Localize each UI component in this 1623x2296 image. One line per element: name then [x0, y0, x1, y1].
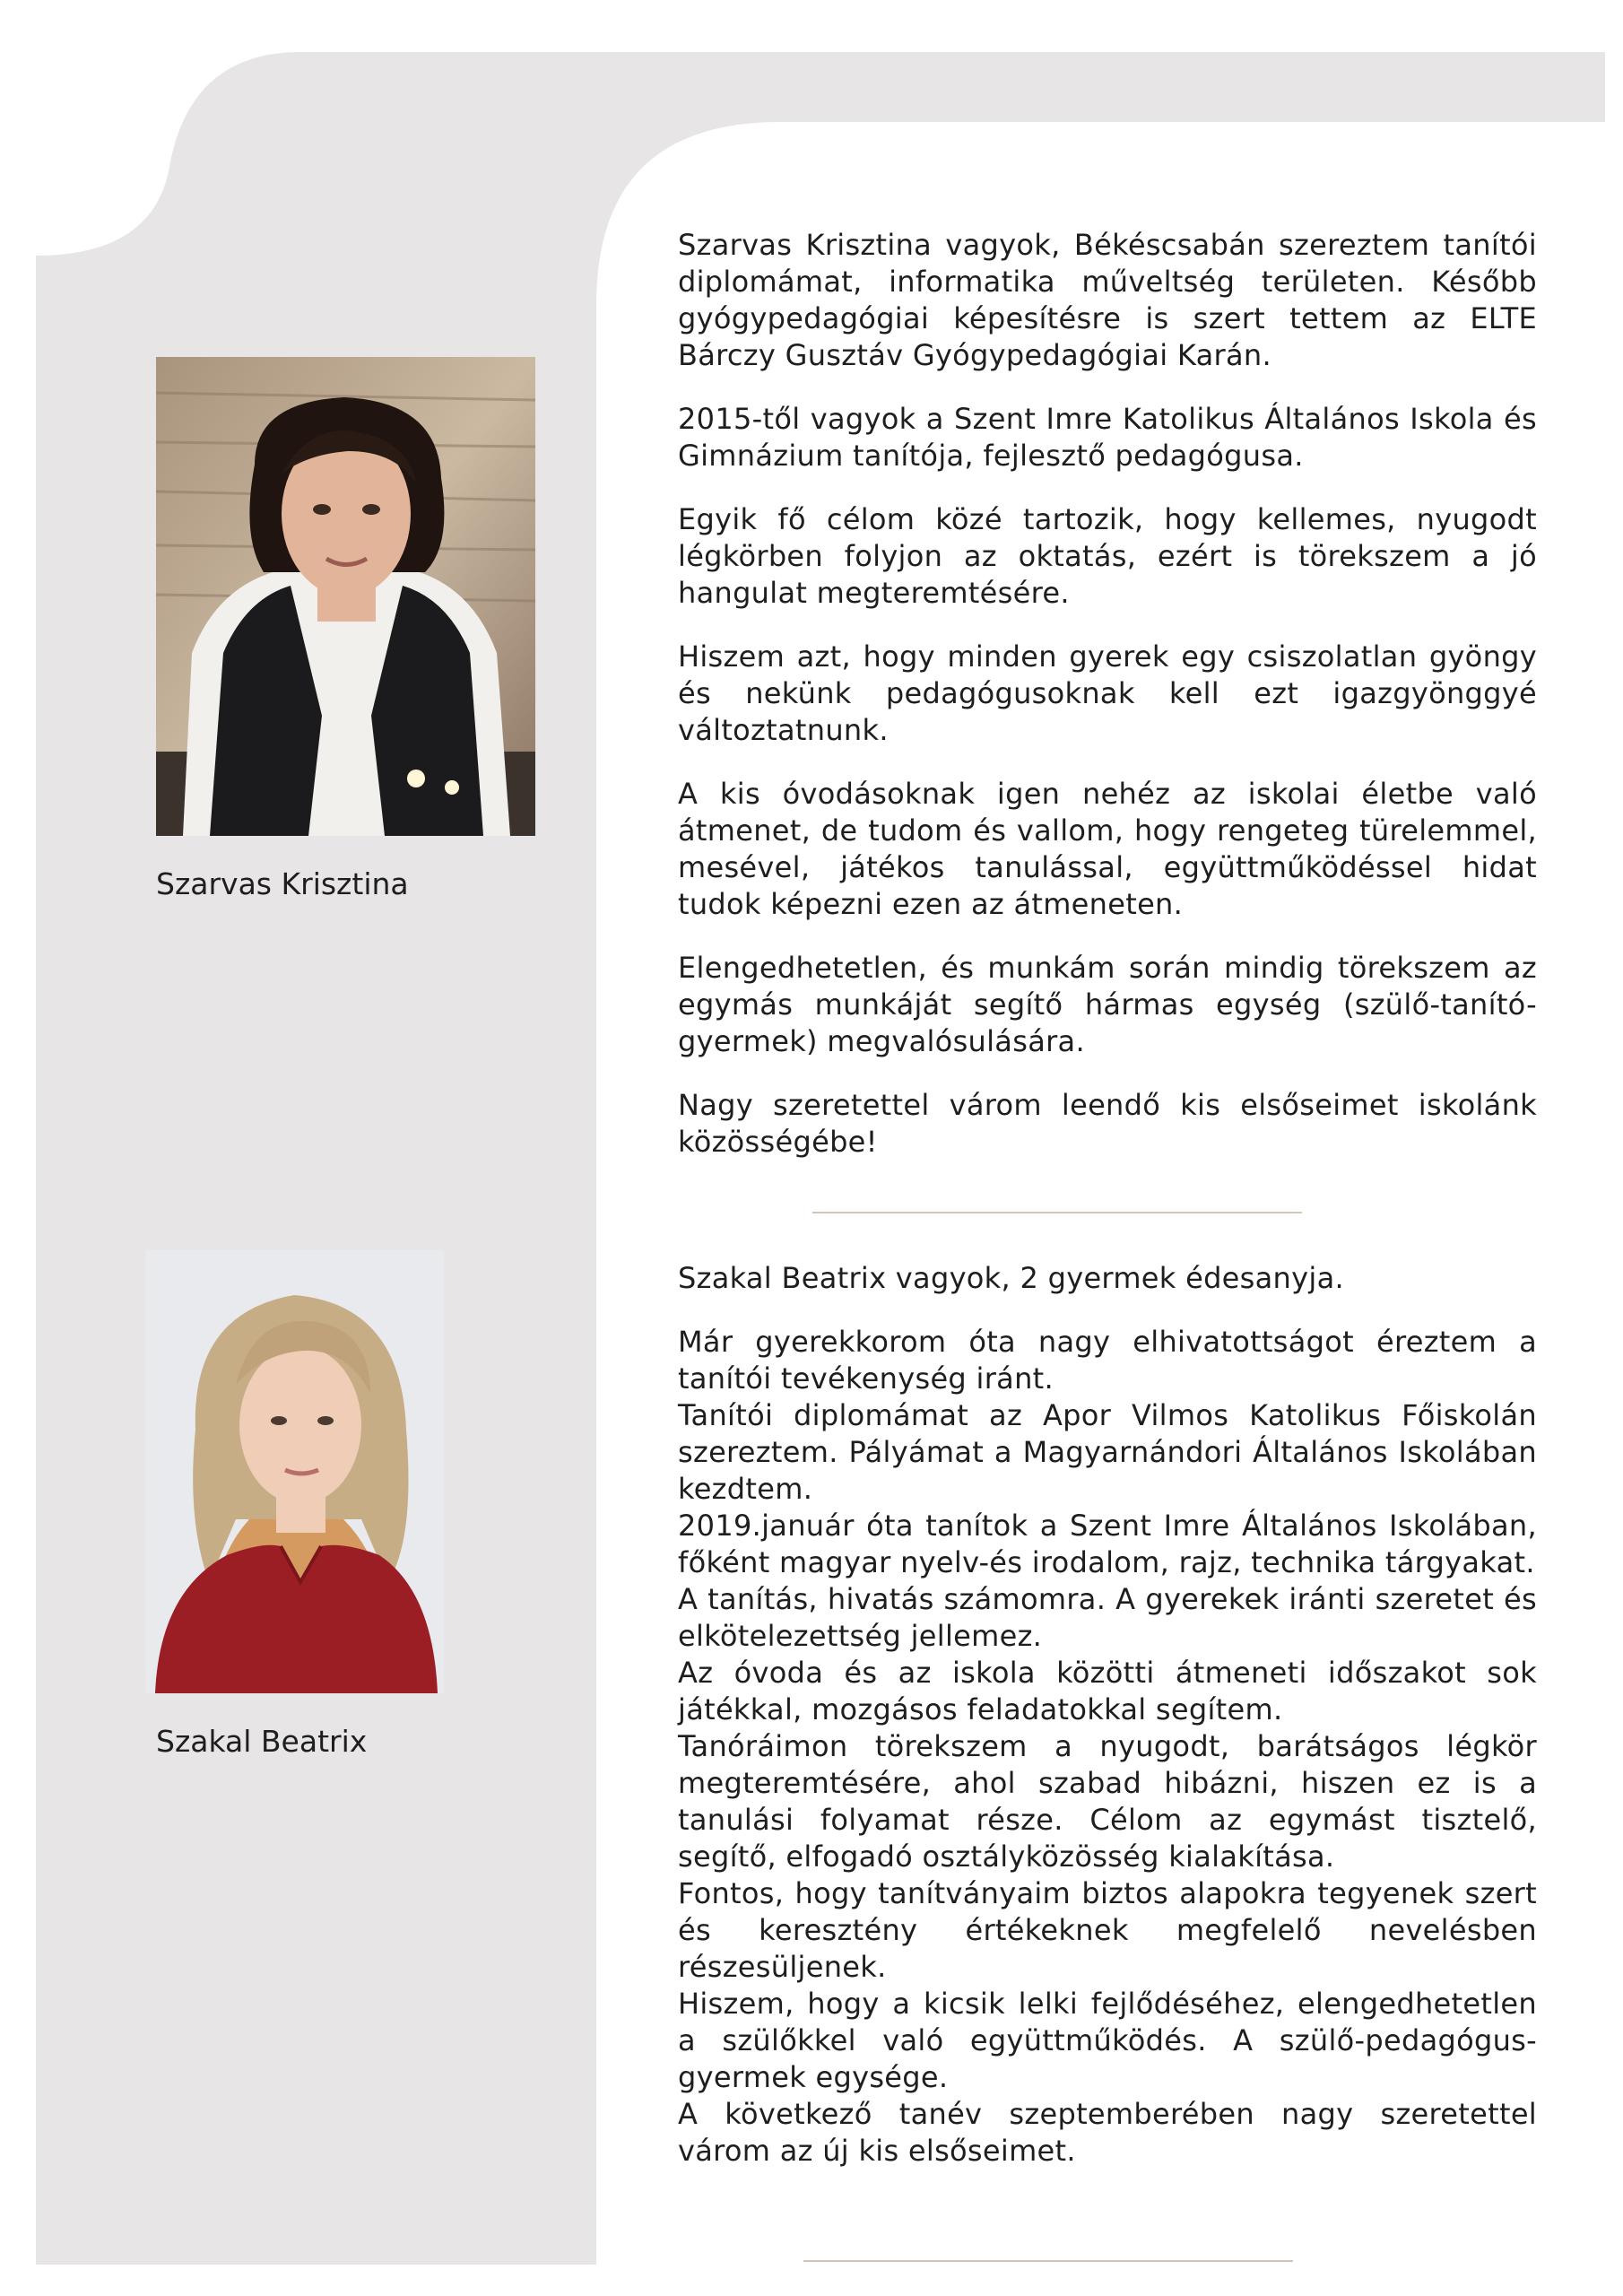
bio-line: Az óvoda és az iskola közötti átmeneti időszakot sok játékkal, mozgásos feladatokkal segítem. — [678, 1656, 1537, 1726]
bio-paragraph: A kis óvodásoknak igen nehéz az iskolai életbe való átmenet, de tudom és vallom, hogy rengeteg türelemmel, mesével, játékos tanulással, együttműködéssel hidat tudok képezni ezen az átmeneten. — [678, 777, 1537, 921]
bio-line: Hiszem, hogy a kicsik lelki fejlődéséhez, elengedhetetlen a szülőkkel való együttműködés. A szülő-pedagógus-gyermek egysége. — [678, 1987, 1537, 2094]
portrait-photo-szakal-beatrix — [146, 1250, 444, 1693]
section-divider — [812, 1212, 1302, 1213]
bio-paragraph: Szarvas Krisztina vagyok, Békéscsabán szereztem tanítói diplomámat, informatika műveltség területen. Később gyógypedagógiai képesítésre is szert tettem az ELTE Bárczy Gusztáv Gyógypedagógiai Karán. — [678, 228, 1537, 372]
bio-paragraph: Egyik fő célom közé tartozik, hogy kellemes, nyugodt légkörben folyjon az oktatás, ezért is törekszem a jó hangulat megteremtésére. — [678, 502, 1537, 610]
bio-paragraph: 2015-től vagyok a Szent Imre Katolikus Általános Iskola és Gimnázium tanítója, fejlesztő pedagógusa. — [678, 402, 1537, 473]
bio-paragraph: Elengedhetetlen, és munkám során mindig törekszem az egymás munkáját segítő hármas egység (szülő-tanító-gyermek) megvalósulására. — [678, 951, 1537, 1058]
bio-paragraph: Hiszem azt, hogy minden gyerek egy csiszolatlan gyöngy és nekünk pedagógusoknak kell ezt igazgyönggyé változtatnunk. — [678, 639, 1537, 747]
bio-line: A következő tanév szeptemberében nagy szeretettel várom az új kis elsőseimet. — [678, 2097, 1537, 2168]
caption-szakal-beatrix: Szakal Beatrix — [156, 1724, 368, 1759]
bio-paragraph: Nagy szeretettel várom leendő kis elsőseimet iskolánk közösségébe! — [678, 1088, 1537, 1159]
bio-line: Fontos, hogy tanítványaim biztos alapokra tegyenek szert és keresztény értékeknek megfelelő nevelésben részesüljenek. — [678, 1876, 1537, 1984]
bio-intro: Szakal Beatrix vagyok, 2 gyermek édesanyja. — [678, 1261, 1344, 1295]
section-divider — [803, 2260, 1293, 2262]
bio-line: Tanóráimon törekszem a nyugodt, barátságos légkör megteremtésére, ahol szabad hibázni, hiszen ez is a tanulási folyamat része. Célom az egymást tisztelő, segítő, elfogadó osztályközösség kialakítása. — [678, 1729, 1537, 1874]
bio-line: A tanítás, hivatás számomra. A gyerekek iránti szeretet és elkötelezettség jellemez. — [678, 1582, 1537, 1653]
bio-line: Már gyerekkorom óta nagy elhivatottságot éreztem a tanítói tevékenység iránt. — [678, 1325, 1537, 1396]
bio-szarvas-krisztina — [678, 227, 1537, 1187]
bio-line: Tanítói diplomámat az Apor Vilmos Katolikus Főiskolán szereztem. Pályámat a Magyarnándori Általános Iskolában kezdtem. — [678, 1398, 1537, 1506]
caption-szarvas-krisztina: Szarvas Krisztina — [156, 866, 409, 901]
bio-line: 2019.január óta tanítok a Szent Imre Általános Iskolában, főként magyar nyelv-és irodalom, rajz, technika tárgyakat. — [678, 1509, 1537, 1579]
bio-szakal-beatrix — [678, 1260, 1537, 2170]
portrait-photo-szarvas-krisztina — [156, 357, 535, 836]
